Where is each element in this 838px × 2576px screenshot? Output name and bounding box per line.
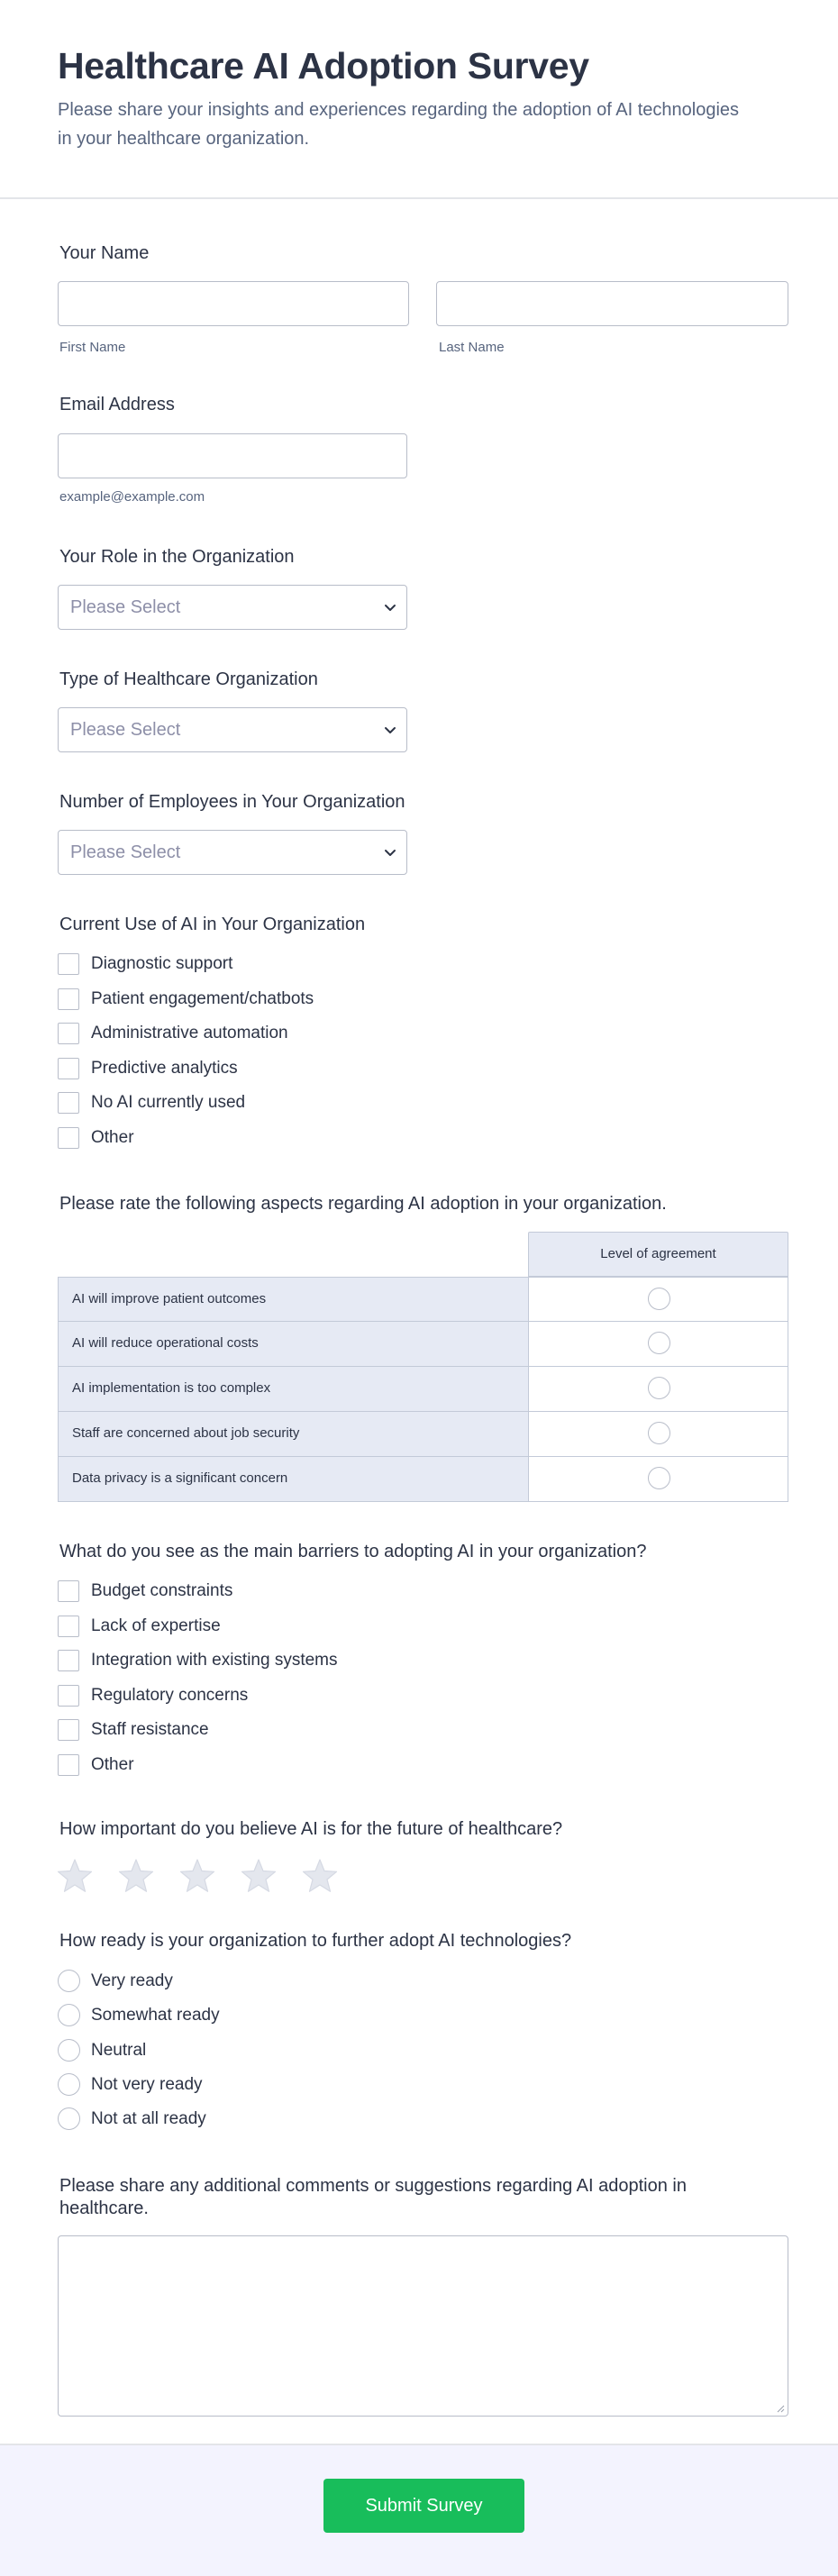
matrix-cell — [528, 1457, 788, 1502]
checkbox[interactable] — [58, 988, 79, 1010]
option-label: Not at all ready — [91, 2109, 206, 2128]
matrix-statement-text: Staff are concerned about job security — [72, 1425, 300, 1441]
matrix-radio[interactable] — [648, 1467, 670, 1489]
option-label: Integration with existing systems — [91, 1651, 338, 1670]
checkbox[interactable] — [58, 1580, 79, 1602]
employees-label: Number of Employees in Your Organization — [59, 792, 405, 812]
form-header — [0, 0, 838, 199]
option-label: Diagnostic support — [91, 954, 233, 973]
option-label: Other — [91, 1755, 134, 1774]
current-use-label: Current Use of AI in Your Organization — [59, 915, 366, 934]
readiness-label: How ready is your organization to further adopt AI technologies? — [59, 1931, 572, 1951]
checkbox[interactable] — [58, 1023, 79, 1044]
current-use-option[interactable] — [58, 1126, 688, 1150]
employees-select-placeholder: Please Select — [70, 842, 181, 862]
readiness-option[interactable] — [58, 1970, 688, 1993]
resize-handle-icon[interactable] — [776, 2404, 785, 2413]
form-footer — [0, 2444, 838, 2576]
email-input[interactable] — [58, 433, 407, 478]
role-label: Your Role in the Organization — [59, 547, 295, 567]
readiness-option[interactable] — [58, 2107, 688, 2131]
matrix-statement-text: AI will improve patient outcomes — [72, 1291, 267, 1306]
radio-button[interactable] — [58, 2004, 80, 2026]
checkbox[interactable] — [58, 1754, 79, 1776]
checkbox[interactable] — [58, 1719, 79, 1741]
matrix-column-header — [528, 1232, 788, 1277]
barriers-label: What do you see as the main barriers to adopting AI in your organization? — [59, 1542, 647, 1561]
comments-label: Please share any additional comments or suggestions regarding AI adoption in healthcare. — [59, 2176, 687, 2218]
email-sublabel: example@example.com — [59, 489, 205, 505]
barrier-option[interactable] — [58, 1579, 688, 1603]
last-name-sublabel: Last Name — [439, 340, 505, 355]
last-name-input[interactable] — [436, 281, 788, 326]
matrix-radio[interactable] — [648, 1332, 670, 1354]
radio-button[interactable] — [58, 1970, 80, 1992]
comments-textarea[interactable] — [58, 2235, 788, 2417]
option-label: Patient engagement/chatbots — [91, 989, 314, 1008]
matrix-cell — [528, 1322, 788, 1367]
checkbox[interactable] — [58, 953, 79, 975]
option-label: Budget constraints — [91, 1581, 233, 1600]
checkbox[interactable] — [58, 1058, 79, 1079]
option-label: Predictive analytics — [91, 1059, 238, 1078]
option-label: Regulatory concerns — [91, 1686, 249, 1705]
matrix-row — [58, 1367, 788, 1412]
star-icon[interactable] — [57, 1858, 93, 1894]
readiness-option[interactable] — [58, 2004, 688, 2027]
star-icon[interactable] — [241, 1858, 277, 1894]
readiness-option[interactable] — [58, 2039, 688, 2062]
chevron-down-icon — [383, 845, 397, 860]
barrier-option[interactable] — [58, 1649, 688, 1672]
barrier-option[interactable] — [58, 1718, 688, 1742]
radio-button[interactable] — [58, 2039, 80, 2062]
matrix-cell — [528, 1367, 788, 1412]
matrix-statement — [58, 1457, 529, 1502]
role-select[interactable] — [58, 585, 407, 630]
matrix-radio[interactable] — [648, 1377, 670, 1399]
chevron-down-icon — [383, 723, 397, 737]
checkbox[interactable] — [58, 1616, 79, 1637]
org-type-label: Type of Healthcare Organization — [59, 669, 318, 689]
option-label: Somewhat ready — [91, 2006, 220, 2025]
role-select-placeholder: Please Select — [70, 597, 181, 617]
option-label: Very ready — [91, 1971, 173, 1990]
matrix-statement — [58, 1367, 529, 1412]
name-label: Your Name — [59, 243, 150, 263]
importance-label: How important do you believe AI is for the future of healthcare? — [59, 1819, 563, 1839]
email-label: Email Address — [59, 395, 175, 414]
matrix-row — [58, 1457, 788, 1502]
first-name-input[interactable] — [58, 281, 409, 326]
star-icon[interactable] — [302, 1858, 338, 1894]
rating-matrix — [58, 1232, 788, 1501]
barrier-option[interactable] — [58, 1615, 688, 1638]
matrix-column-label: Level of agreement — [600, 1246, 716, 1261]
matrix-statement — [58, 1412, 529, 1457]
current-use-option[interactable] — [58, 988, 688, 1011]
rating-label: Please rate the following aspects regarding AI adoption in your organization. — [59, 1194, 667, 1214]
checkbox[interactable] — [58, 1092, 79, 1114]
matrix-statement-text: AI implementation is too complex — [72, 1380, 271, 1396]
star-icon[interactable] — [179, 1858, 215, 1894]
matrix-statement-text: Data privacy is a significant concern — [72, 1470, 288, 1486]
matrix-row — [58, 1322, 788, 1367]
radio-button[interactable] — [58, 2073, 80, 2096]
current-use-option[interactable] — [58, 952, 688, 976]
form-title: Healthcare AI Adoption Survey — [58, 45, 589, 86]
matrix-statement — [58, 1322, 529, 1367]
option-label: Staff resistance — [91, 1720, 209, 1739]
employees-select[interactable] — [58, 830, 407, 875]
matrix-row — [58, 1277, 788, 1322]
barrier-option[interactable] — [58, 1684, 688, 1707]
matrix-cell — [528, 1412, 788, 1457]
option-label: Neutral — [91, 2041, 147, 2060]
form-subtitle: Please share your insights and experiences regarding the adoption of AI technologies in your healthcare organization. — [58, 100, 740, 149]
option-label: Not very ready — [91, 2075, 203, 2094]
first-name-sublabel: First Name — [59, 340, 126, 355]
current-use-option[interactable] — [58, 1091, 688, 1115]
matrix-radio[interactable] — [648, 1288, 670, 1310]
org-type-select[interactable] — [58, 707, 407, 752]
matrix-cell — [528, 1277, 788, 1322]
matrix-radio[interactable] — [648, 1422, 670, 1444]
star-icon[interactable] — [118, 1858, 154, 1894]
chevron-down-icon — [383, 600, 397, 614]
current-use-option[interactable] — [58, 1022, 688, 1045]
submit-button[interactable]: Submit Survey — [323, 2479, 524, 2533]
readiness-option[interactable] — [58, 2073, 688, 2097]
org-type-select-placeholder: Please Select — [70, 720, 181, 740]
matrix-row — [58, 1412, 788, 1457]
checkbox[interactable] — [58, 1685, 79, 1707]
checkbox[interactable] — [58, 1127, 79, 1149]
barrier-option[interactable] — [58, 1753, 688, 1777]
matrix-statement — [58, 1277, 529, 1322]
option-label: No AI currently used — [91, 1093, 246, 1112]
option-label: Lack of expertise — [91, 1616, 221, 1635]
checkbox[interactable] — [58, 1650, 79, 1671]
option-label: Other — [91, 1128, 134, 1147]
radio-button[interactable] — [58, 2107, 80, 2130]
current-use-option[interactable] — [58, 1057, 688, 1080]
option-label: Administrative automation — [91, 1024, 288, 1042]
matrix-statement-text: AI will reduce operational costs — [72, 1335, 259, 1351]
